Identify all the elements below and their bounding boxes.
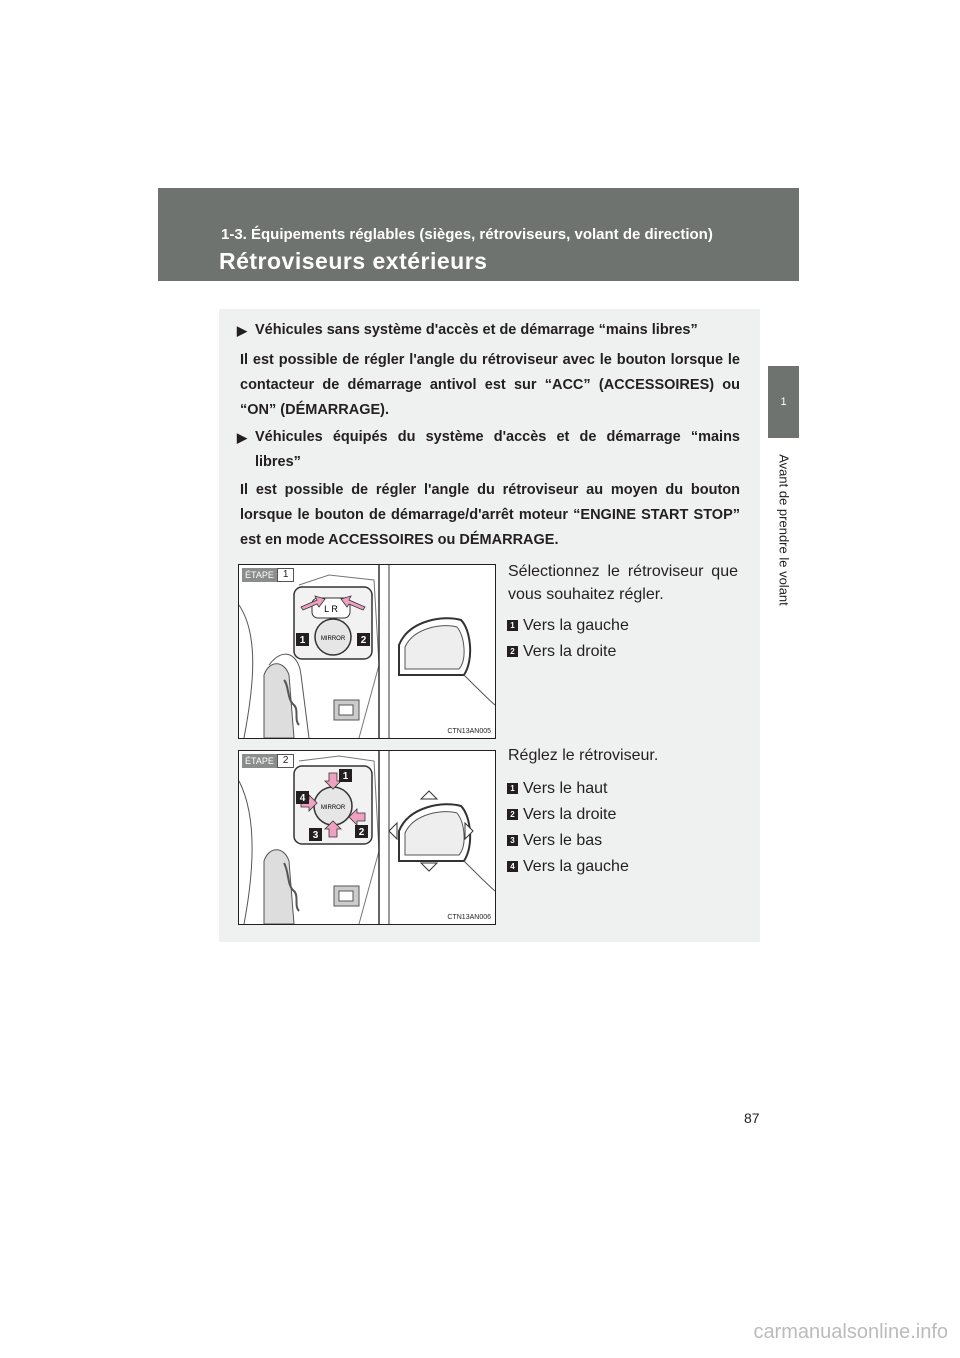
bullet-without-smart-key: ▶ Véhicules sans système d'accès et de démarrage “mains libres” <box>237 318 740 343</box>
lr-switch-label: L R <box>324 604 338 614</box>
svg-text:2: 2 <box>358 827 365 838</box>
number-box-icon: 2 <box>507 646 518 657</box>
bullet-with-smart-key: ▶ Véhicules équipés du système d'accès et de démarrage “mains libres” <box>237 425 740 475</box>
step1-instruction: Sélectionnez le rétroviseur que vous souhaitez régler. <box>508 563 738 603</box>
step2-item-3: 3 Vers le bas <box>507 831 602 851</box>
paragraph-with-smart-key: Il est possible de régler l'angle du rétroviseur au moyen du bouton lorsque le bouton de démarrage/d'arrêt moteur “ENGINE START STOP” est en mode ACCESSOIRES ou DÉMARRAGE. <box>240 482 740 548</box>
svg-text:1: 1 <box>342 771 349 782</box>
step2-item-4: 4 Vers la gauche <box>507 857 629 877</box>
chapter-tab <box>768 366 799 438</box>
triangle-bullet-icon: ▶ <box>237 323 247 338</box>
step1-item-1: 1 Vers la gauche <box>507 616 629 636</box>
svg-text:3: 3 <box>312 830 319 841</box>
section-title: 1-3. Équipements réglables (sièges, rétroviseurs, volant de direction) <box>221 226 713 243</box>
number-box-icon: 1 <box>507 620 518 631</box>
step2-item-1: 1 Vers le haut <box>507 779 608 799</box>
chapter-label: Avant de prendre le volant <box>776 454 792 606</box>
step2-item-2: 2 Vers la droite <box>507 805 616 825</box>
step2-badge: ÉTAPE 2 <box>242 754 294 768</box>
paragraph-without-smart-key: Il est possible de régler l'angle du rétroviseur avec le bouton lorsque le contacteur de démarrage antivol est sur “ACC” (ACCESSOIRES) ou “ON” (DÉMARRAGE). <box>240 352 740 418</box>
page-title: Rétroviseurs extérieurs <box>219 248 488 274</box>
chapter-number: 1 <box>780 396 787 408</box>
figure-code: CTN13AN006 <box>447 914 491 921</box>
figure-code: CTN13AN005 <box>447 728 491 735</box>
step1-illustration <box>238 564 496 739</box>
section-header <box>158 188 799 281</box>
svg-text:4: 4 <box>299 793 306 804</box>
step1-item-2: 2 Vers la droite <box>507 642 616 662</box>
svg-text:2: 2 <box>360 635 367 646</box>
mirror-select-illustration <box>239 565 495 738</box>
number-box-icon: 3 <box>507 835 518 846</box>
step2-instruction: Réglez le rétroviseur. <box>508 747 659 764</box>
mirror-switch-label: MIRROR <box>320 636 346 642</box>
step2-illustration <box>238 750 496 925</box>
mirror-adjust-illustration <box>239 751 495 924</box>
svg-text:1: 1 <box>299 635 306 646</box>
triangle-bullet-icon: ▶ <box>237 430 247 445</box>
page-number: 87 <box>744 1110 760 1126</box>
step1-badge: ÉTAPE 1 <box>242 568 294 582</box>
mirror-switch-label: MIRROR <box>320 805 346 811</box>
number-box-icon: 4 <box>507 861 518 872</box>
watermark: carmanualsonline.info <box>753 1321 948 1343</box>
number-box-icon: 1 <box>507 783 518 794</box>
number-box-icon: 2 <box>507 809 518 820</box>
